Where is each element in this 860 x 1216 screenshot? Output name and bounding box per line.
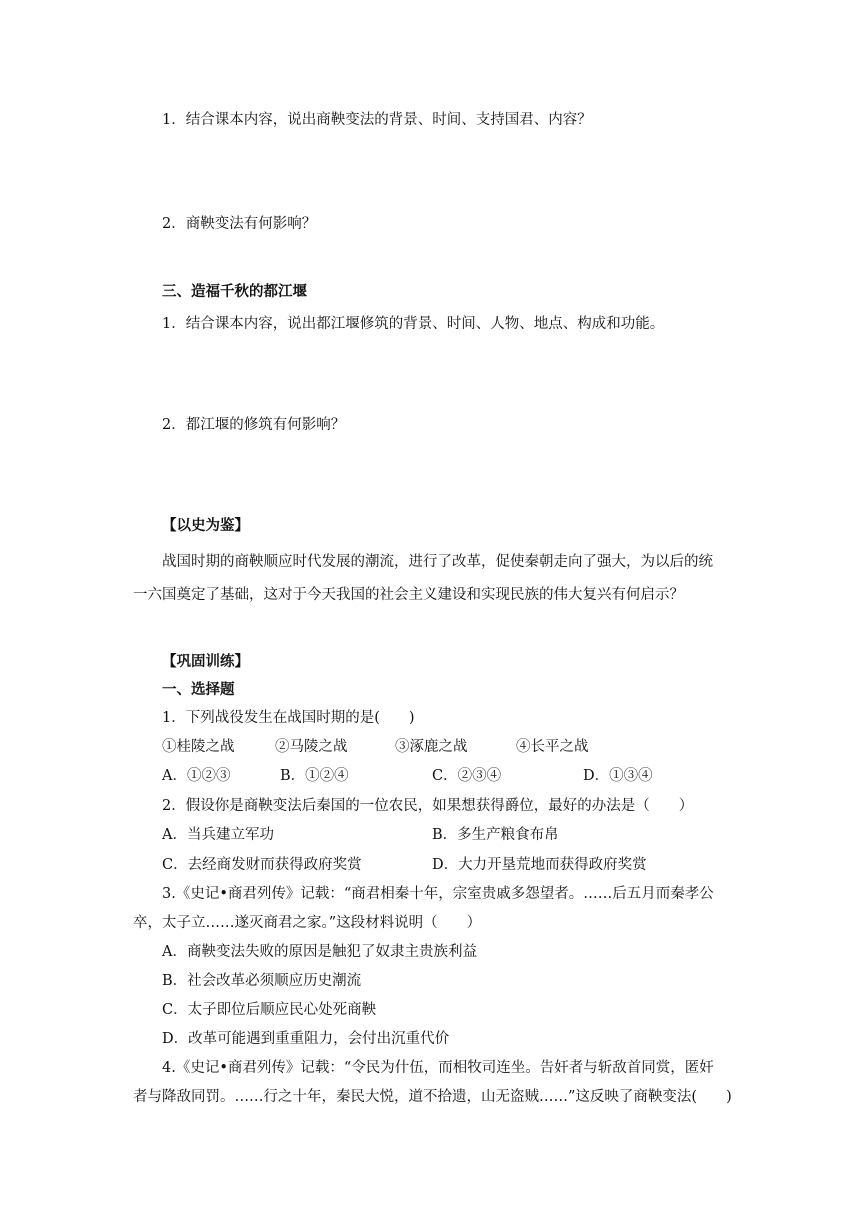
practice-subheading: 一、选择题	[162, 682, 235, 698]
q2-option-a: A．当兵建立军功	[162, 827, 274, 843]
q3-option-c: C．太子即位后顺应民心处死商鞅	[162, 1002, 377, 1018]
question-shangyang-impact: 2．商鞅变法有何影响？	[162, 216, 317, 232]
q2-option-d: D．大力开垦荒地而获得政府奖赏	[432, 857, 647, 873]
reflection-text-line1: 战国时期的商鞅顺应时代发展的潮流，进行了改革，促使秦朝走向了强大，为以后的统	[162, 554, 713, 570]
q1-item: ②马陵之战	[275, 739, 348, 755]
q3-stem-line1: 3.《史记•商君列传》记载：“商君相秦十年，宗室贵戚多怨望者。……后五月而秦孝公	[162, 886, 714, 902]
question-dujiangyan-impact: 2．都江堰的修筑有何影响？	[162, 417, 346, 433]
q2-stem: 2．假设你是商鞅变法后秦国的一位农民，如果想获得爵位，最好的办法是（ ）	[162, 798, 694, 814]
q2-option-c: C．去经商发财而获得政府奖赏	[162, 857, 362, 873]
practice-heading: 【巩固训练】	[162, 654, 249, 670]
reflection-heading: 【以史为鉴】	[162, 518, 249, 534]
q1-option-a: A．①②③	[162, 768, 231, 784]
q3-option-b: B．社会改革必须顺应历史潮流	[162, 973, 362, 989]
q2-option-b: B．多生产粮食布帛	[432, 827, 559, 843]
reflection-text-line2: 一六国奠定了基础，这对于今天我国的社会主义建设和实现民族的伟大复兴有何启示？	[133, 587, 684, 603]
q1-item: ①桂陵之战	[162, 739, 235, 755]
q1-option-c: C．②③④	[432, 768, 502, 784]
q1-item: ③涿鹿之战	[395, 739, 468, 755]
q3-option-d: D．改革可能遇到重重阻力，会付出沉重代价	[162, 1031, 450, 1047]
question-dujiangyan-background: 1．结合课本内容，说出都江堰修筑的背景、时间、人物、地点、构成和功能。	[162, 316, 665, 332]
q1-option-b: B．①②④	[280, 768, 349, 784]
question-shangyang-background: 1．结合课本内容，说出商鞅变法的背景、时间、支持国君、内容？	[162, 112, 592, 128]
q4-stem-line2: 者与降敌同罚。……行之十年，秦民大悦，道不拾遗，山无盗贼……”这反映了商鞅变法( )	[133, 1089, 732, 1105]
q3-option-a: A．商鞅变法失败的原因是触犯了奴隶主贵族利益	[162, 944, 477, 960]
q1-item: ④长平之战	[516, 739, 589, 755]
q4-stem-line1: 4.《史记•商君列传》记载：“令民为什伍，而相牧司连坐。告奸者与斩敌首同赏，匿奸	[162, 1060, 714, 1076]
q1-stem: 1．下列战役发生在战国时期的是( )	[162, 710, 415, 726]
q1-option-d: D．①③④	[583, 768, 653, 784]
q3-stem-line2: 卒，太子立……遂灭商君之家。”这段材料说明（ ）	[133, 915, 482, 931]
section-heading-dujiangyan: 三、造福千秋的都江堰	[162, 284, 307, 300]
